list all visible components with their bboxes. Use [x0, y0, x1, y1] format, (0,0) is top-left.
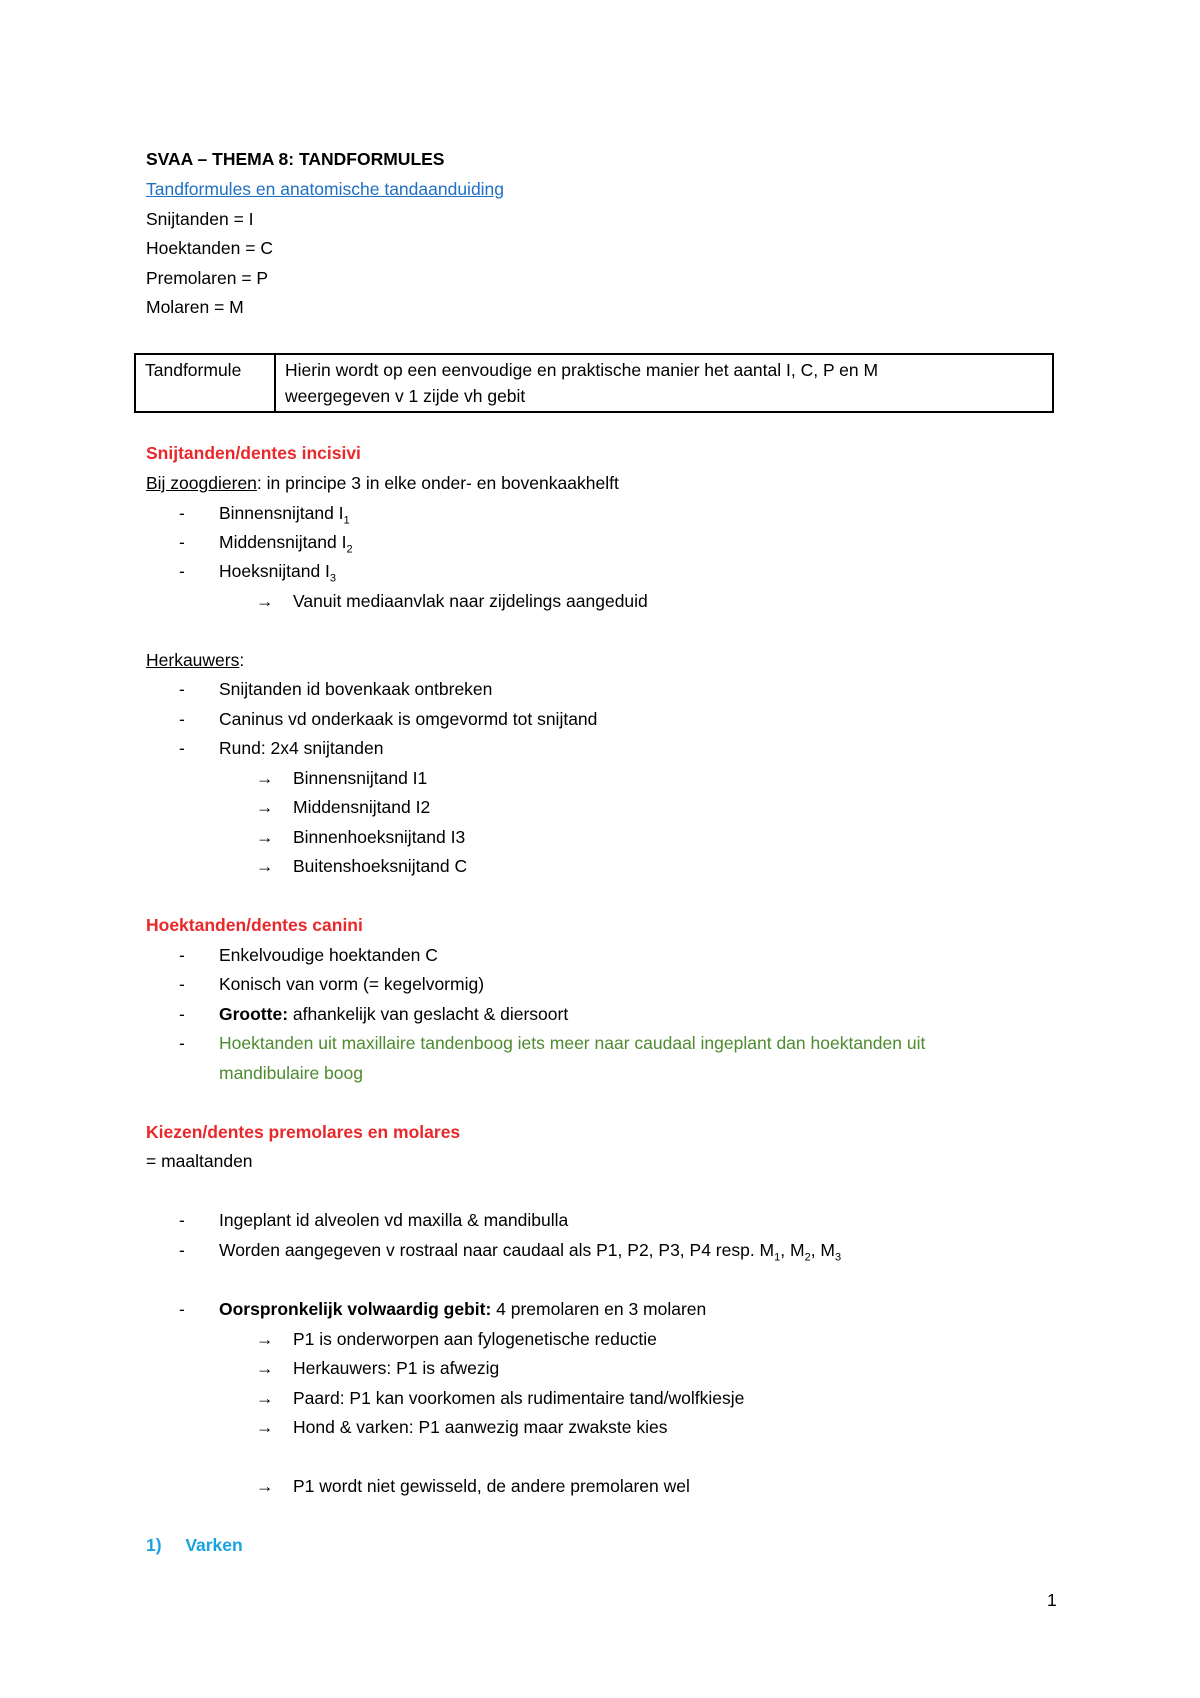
arrow-text: Binnensnijtand I1 [293, 768, 428, 788]
definition-table [134, 353, 1054, 413]
heading-kiezen: Kiezen/dentes premolares en molares [146, 1122, 461, 1142]
heading-label: Varken [185, 1535, 243, 1555]
arrow-text: P1 wordt niet gewisseld, de andere premolaren wel [293, 1476, 690, 1496]
list-item-kiezen-2 [179, 1238, 842, 1270]
item-text: Ingeplant id alveolen vd maxilla & mandibulla [219, 1210, 569, 1230]
item-text: Snijtanden id bovenkaak ontbreken [219, 679, 493, 699]
herkauwers-label: Herkauwers [146, 650, 240, 670]
arrow-kiezen-3 [256, 1386, 745, 1410]
arrow-text: Binnenhoeksnijtand I3 [293, 827, 466, 847]
item-text: Middensnijtand I [219, 532, 347, 552]
table-definition [275, 354, 1053, 412]
arrow-text: P1 is onderworpen aan fylogenetische reductie [293, 1329, 657, 1349]
arrow-text: Hond & varken: P1 aanwezig maar zwakste kies [293, 1417, 668, 1437]
item-text: Hoeksnijtand I [219, 561, 330, 581]
list-item-canini-2 [179, 972, 485, 996]
arrow-text: Paard: P1 kan voorkomen als rudimentaire tand/wolfkiesje [293, 1388, 745, 1408]
arrow-icon: → [256, 797, 274, 817]
subscript: 1 [343, 514, 350, 527]
list-item-canini-green-cont [219, 1061, 363, 1085]
arrow-icon: → [256, 1476, 274, 1496]
arrow-icon: → [256, 827, 274, 847]
list-item-herk-1 [179, 677, 493, 701]
grootte-text: afhankelijk van geslacht & diersoort [288, 1004, 569, 1024]
green-text-line1: Hoektanden uit maxillaire tandenboog iets meer naar caudaal ingeplant dan hoektanden uit [219, 1033, 926, 1053]
dash-bullet: - [179, 709, 185, 729]
dash-bullet: - [179, 1210, 185, 1230]
dash-bullet: - [179, 1033, 185, 1053]
list-item-oorspronkelijk [179, 1297, 707, 1321]
arrow-icon: → [256, 1358, 274, 1378]
item-text: Worden aangegeven v rostraal naar caudaal als P1, P2, P3, P4 resp. M [219, 1240, 775, 1260]
dash-bullet: - [179, 679, 185, 699]
list-item-binnensnijtand [179, 501, 350, 533]
arrow-icon: → [256, 1388, 274, 1408]
dash-bullet: - [179, 945, 185, 965]
arrow-kiezen-1 [256, 1327, 657, 1351]
list-item-middensnijtand [179, 530, 353, 562]
table-term: Tandformule [135, 354, 275, 412]
arrow-text: Vanuit mediaanvlak naar zijdelings aangeduid [293, 591, 648, 611]
zoo-text: : in principe 3 in elke onder- en bovenkaakhelft [256, 473, 619, 493]
dash-bullet: - [179, 738, 185, 758]
table-definition-line2: weergegeven v 1 zijde vh gebit [285, 386, 526, 406]
dash-bullet: - [179, 1240, 185, 1260]
document-title: SVAA – THEMA 8: TANDFORMULES [146, 149, 445, 169]
subtitle-link[interactable]: Tandformules en anatomische tandaanduiding [146, 179, 505, 199]
arrow-note-mediaan [256, 589, 648, 613]
arrow-text: Buitenshoeksnijtand C [293, 856, 468, 876]
arrow-icon: → [256, 1329, 274, 1349]
arrow-kiezen-4 [256, 1415, 668, 1439]
list-item-canini-1 [179, 943, 438, 967]
zoo-line [146, 471, 619, 495]
list-item-grootte [179, 1002, 569, 1026]
molar-sep: , M [810, 1240, 836, 1260]
molar-sep: , M [780, 1240, 805, 1260]
abbrev-molaren: Molaren = M [146, 297, 244, 317]
page-number: 1 [1047, 1590, 1057, 1610]
item-text: Rund: 2x4 snijtanden [219, 738, 384, 758]
arrow-text: Middensnijtand I2 [293, 797, 431, 817]
arrow-icon: → [256, 591, 274, 611]
arrow-icon: → [256, 768, 274, 788]
abbrev-premolaren: Premolaren = P [146, 268, 269, 288]
numbered-heading-varken [146, 1533, 243, 1557]
list-item-canini-green [179, 1031, 926, 1055]
heading-incisivi: Snijtanden/dentes incisivi [146, 443, 361, 463]
table-definition-line1: Hierin wordt op een eenvoudige en praktische manier het aantal I, C, P en M [285, 360, 879, 380]
maaltanden-line: = maaltanden [146, 1151, 253, 1171]
list-item-hoeksnijtand [179, 559, 337, 591]
zoo-label: Bij zoogdieren [146, 473, 257, 493]
item-text: Caninus vd onderkaak is omgevormd tot snijtand [219, 709, 598, 729]
item-text: Binnensnijtand I [219, 503, 344, 523]
item-text: Konisch van vorm (= kegelvormig) [219, 974, 485, 994]
subscript: 3 [835, 1251, 842, 1264]
heading-number: 1) [146, 1535, 162, 1555]
herkauwers-line [146, 648, 244, 672]
dash-bullet: - [179, 532, 185, 552]
dash-bullet: - [179, 1004, 185, 1024]
oorspr-text: 4 premolaren en 3 molaren [491, 1299, 707, 1319]
list-item-herk-3 [179, 736, 384, 760]
arrow-rund-2 [256, 795, 431, 819]
oorspr-label: Oorspronkelijk volwaardig gebit: [219, 1299, 492, 1319]
list-item-kiezen-1 [179, 1208, 569, 1232]
arrow-rund-1 [256, 766, 428, 790]
subscript: 1 [774, 1251, 781, 1264]
arrow-text: Herkauwers: P1 is afwezig [293, 1358, 500, 1378]
grootte-label: Grootte: [219, 1004, 289, 1024]
herkauwers-colon: : [239, 650, 245, 670]
arrow-rund-4 [256, 854, 468, 878]
dash-bullet: - [179, 503, 185, 523]
abbrev-hoektanden: Hoektanden = C [146, 238, 273, 258]
item-text: Enkelvoudige hoektanden C [219, 945, 438, 965]
dash-bullet: - [179, 1299, 185, 1319]
arrow-kiezen-2 [256, 1356, 500, 1380]
arrow-icon: → [256, 856, 274, 876]
subscript: 2 [804, 1251, 811, 1264]
arrow-rund-3 [256, 825, 466, 849]
arrow-icon: → [256, 1417, 274, 1437]
dash-bullet: - [179, 974, 185, 994]
green-text-line2: mandibulaire boog [219, 1063, 363, 1083]
subscript: 3 [329, 572, 337, 585]
list-item-herk-2 [179, 707, 598, 731]
dash-bullet: - [179, 561, 185, 581]
subscript: 2 [346, 543, 353, 556]
abbrev-snijtanden: Snijtanden = I [146, 209, 254, 229]
heading-canini: Hoektanden/dentes canini [146, 915, 363, 935]
arrow-kiezen-final [256, 1474, 690, 1498]
